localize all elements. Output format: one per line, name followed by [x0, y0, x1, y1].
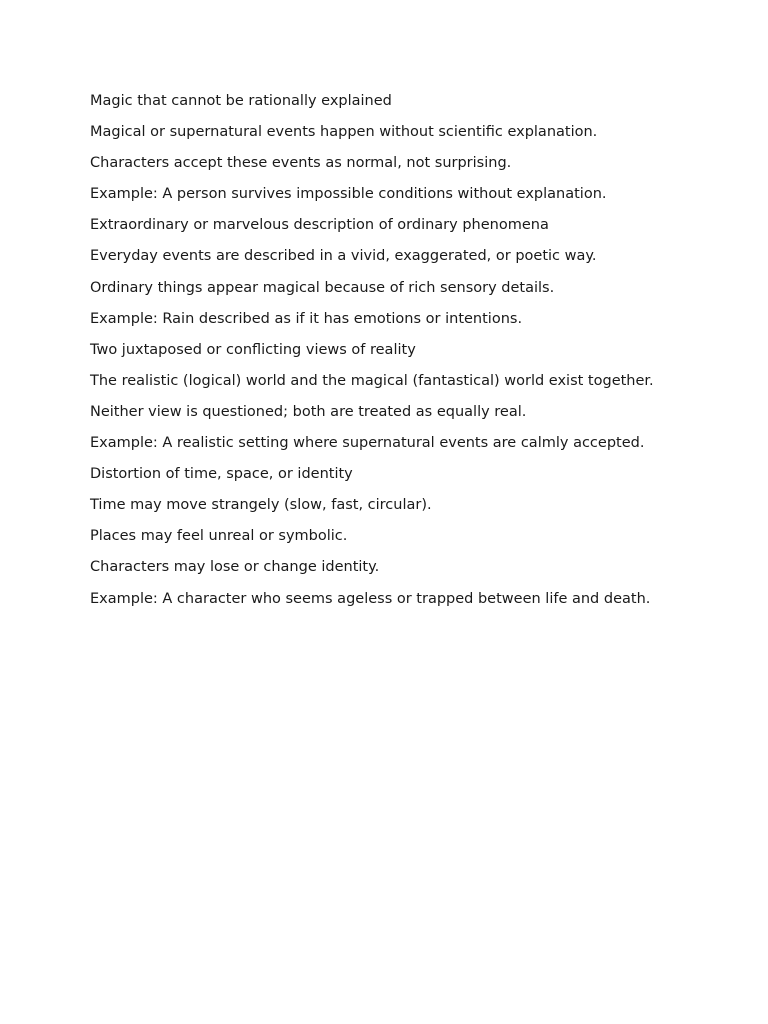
text-line: Magical or supernatural events happen without scientific explanation.	[90, 124, 598, 141]
example-line: Example: A character who seems ageless or trapped between life and death.	[90, 590, 651, 607]
example-line: Example: A person survives impossible conditions without explanation.	[90, 186, 607, 203]
text-line: Characters may lose or change identity.	[90, 559, 380, 576]
text-line: Time may move strangely (slow, fast, circular).	[90, 497, 432, 514]
document-body	[90, 92, 730, 621]
text-line: Neither view is questioned; both are treated as equally real.	[90, 403, 527, 420]
heading-two-views: Two juxtaposed or conflicting views of reality	[90, 341, 416, 358]
text-line: Places may feel unreal or symbolic.	[90, 528, 348, 545]
example-line: Example: A realistic setting where supernatural events are calmly accepted.	[90, 435, 645, 452]
text-line: Characters accept these events as normal, not surprising.	[90, 155, 512, 172]
text-line: Ordinary things appear magical because of rich sensory details.	[90, 279, 555, 296]
heading-marvelous-description: Extraordinary or marvelous description of ordinary phenomena	[90, 217, 549, 234]
heading-magic-unexplained: Magic that cannot be rationally explained	[90, 93, 392, 109]
heading-distortion: Distortion of time, space, or identity	[90, 466, 353, 483]
text-line: Everyday events are described in a vivid, exaggerated, or poetic way.	[90, 248, 597, 265]
text-line: The realistic (logical) world and the magical (fantastical) world exist together.	[90, 372, 654, 389]
example-line: Example: Rain described as if it has emotions or intentions.	[90, 310, 523, 327]
